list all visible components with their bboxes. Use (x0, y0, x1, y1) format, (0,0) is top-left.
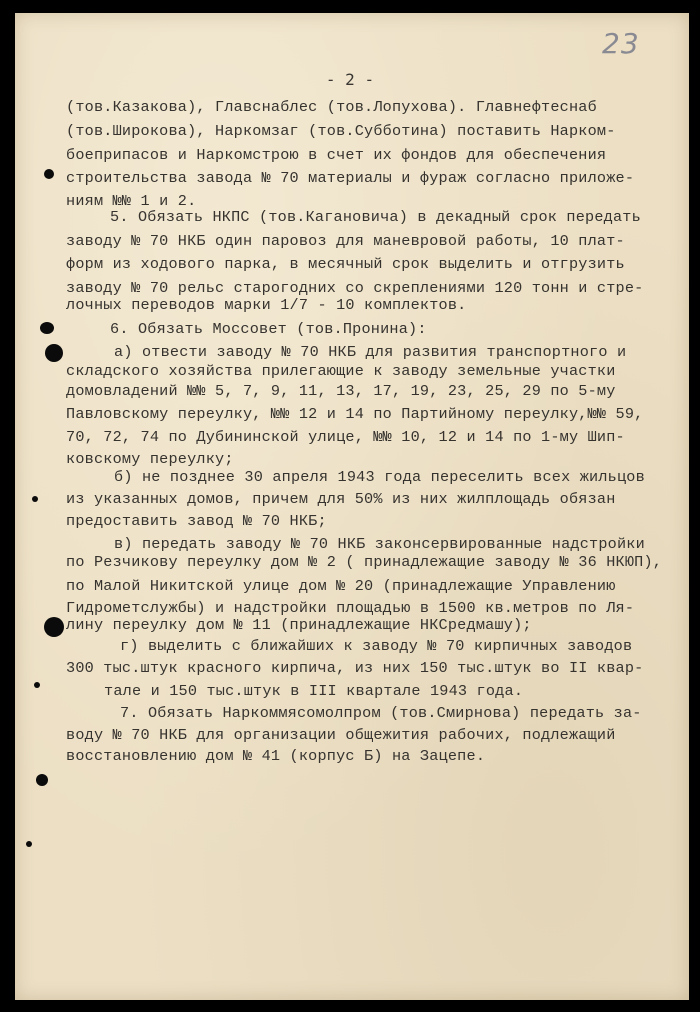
text-line: предоставить завод № 70 НКБ; (66, 512, 327, 530)
text-line: складского хозяйства прилегающие к заводу земельные участки (66, 362, 616, 380)
text-line: воду № 70 НКБ для организации общежития рабочих, подлежащий (66, 726, 616, 744)
text-line: (тов.Казакова), Главснаблес (тов.Лопухова). Главнефтеснаб (66, 98, 597, 116)
text-line: ниям №№ 1 и 2. (66, 192, 197, 210)
page-number: - 2 - (325, 70, 375, 89)
text-line: 300 тыс.штук красного кирпича, из них 150 тыс.штук во II квар- (66, 659, 644, 677)
text-line: заводу № 70 НКБ один паровоз для маневровой работы, 10 плат- (66, 232, 625, 250)
text-line: заводу № 70 рельс старогодних со скреплениями 120 тонн и стре- (66, 279, 644, 297)
text-line: из указанных домов, причем для 50% из них жилплощадь обязан (66, 490, 616, 508)
text-line: г) выделить с ближайших к заводу № 70 кирпичных заводов (120, 637, 633, 655)
text-line: 5. Обязать НКПС (тов.Кагановича) в декадный срок передать (110, 208, 641, 226)
text-line: боеприпасов и Наркомстрою в счет их фондов для обеспечения (66, 146, 607, 164)
text-line: тале и 150 тыс.штук в III квартале 1943 года. (104, 682, 524, 700)
text-line: в) передать заводу № 70 НКБ законсервированные надстройки (114, 535, 645, 553)
binder-hole (26, 841, 32, 847)
text-line: 6. Обязать Моссовет (тов.Пронина): (110, 320, 427, 338)
binder-hole (36, 774, 48, 786)
text-line: лочных переводов марки 1/7 - 10 комплектов. (66, 296, 467, 314)
binder-hole (45, 344, 63, 362)
binder-hole (34, 682, 40, 688)
text-line: ковскому переулку; (66, 450, 234, 468)
text-line: Павловскому переулку, №№ 12 и 14 по Партийному переулку,№№ 59, (66, 405, 644, 423)
text-line: (тов.Широкова), Наркомзаг (тов.Субботина) поставить Нарком- (66, 122, 616, 140)
text-line: строительства завода № 70 материалы и фураж согласно приложе- (66, 169, 635, 187)
text-line: б) не позднее 30 апреля 1943 года переселить всех жильцов (114, 468, 645, 486)
text-line: лину переулку дом № 11 (принадлежащие НКСредмашу); (66, 616, 532, 634)
text-line: 7. Обязать Наркоммясомолпром (тов.Смирнова) передать за- (120, 704, 642, 722)
binder-hole (44, 617, 64, 637)
binder-hole (32, 496, 38, 502)
binder-hole (44, 169, 54, 179)
text-line: восстановлению дом № 41 (корпус Б) на Зацепе. (66, 747, 486, 765)
text-line: домовладений №№ 5, 7, 9, 11, 13, 17, 19, 23, 25, 29 по 5-му (66, 382, 616, 400)
text-line: форм из ходового парка, в месячный срок выделить и отгрузить (66, 255, 625, 273)
text-line: а) отвести заводу № 70 НКБ для развития транспортного и (114, 343, 627, 361)
text-line: по Малой Никитской улице дом № 20 (принадлежащие Управлению (66, 577, 616, 595)
binder-hole (40, 322, 54, 334)
text-line: по Резчикову переулку дом № 2 ( принадлежащие заводу № 36 НКЮП), (66, 553, 663, 571)
text-line: Гидрометслужбы) и надстройки площадью в 1500 кв.метров по Ля- (66, 599, 635, 617)
text-line: 70, 72, 74 по Дубининской улице, №№ 10, 12 и 14 по 1-му Шип- (66, 428, 625, 446)
folio-number: 23 (602, 27, 640, 60)
